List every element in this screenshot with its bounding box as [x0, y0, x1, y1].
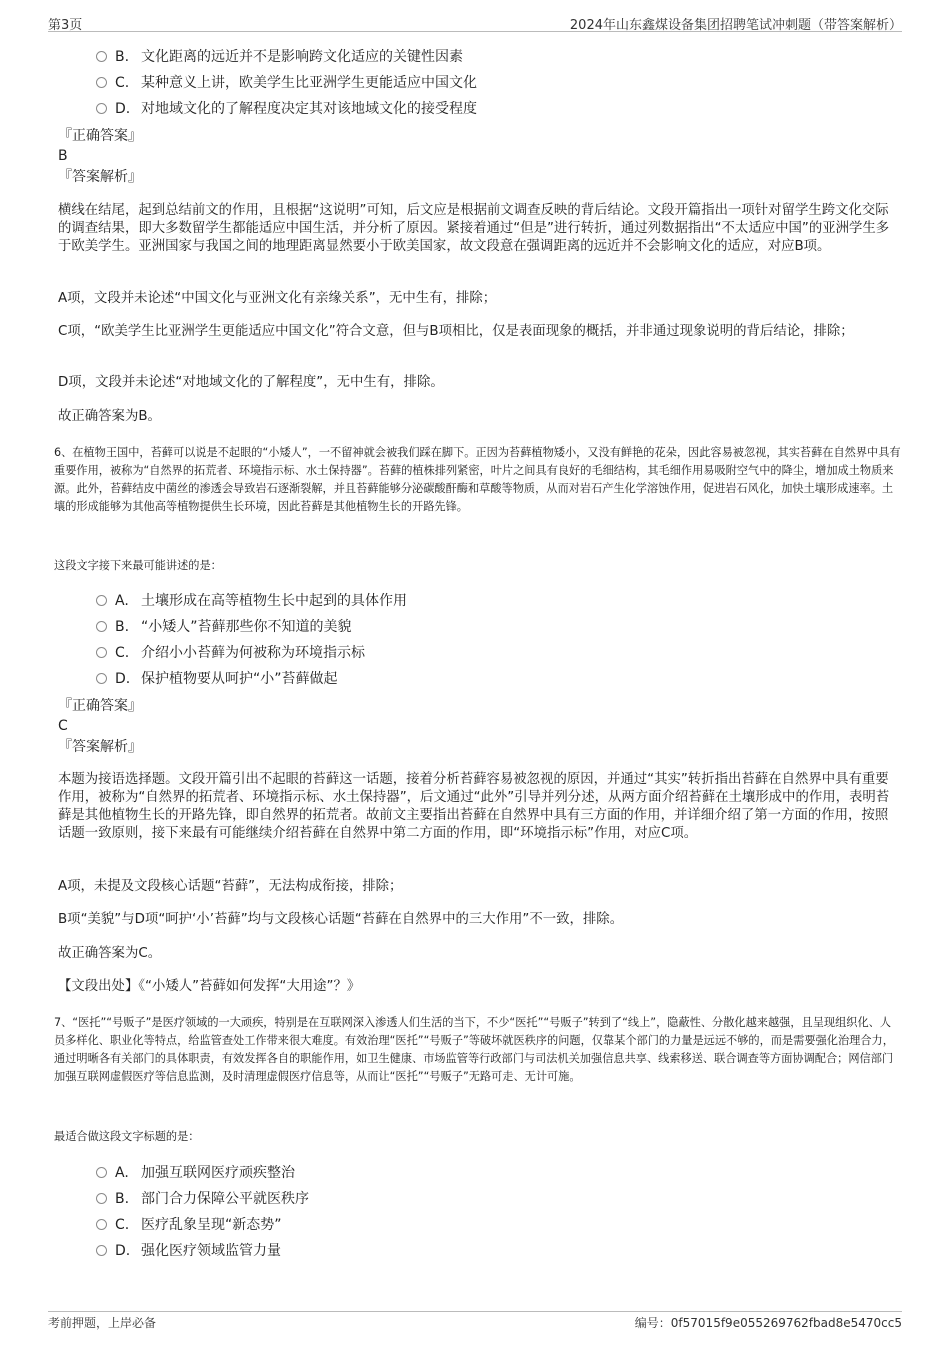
q7-option-c[interactable]: C. 医疗乱象呈现“新态势”	[96, 1214, 282, 1236]
q6-answer-label: 『正确答案』	[58, 698, 142, 714]
footer-slogan: 考前押题，上岸必备	[48, 1316, 157, 1330]
q7-option-b[interactable]: B. 部门合力保障公平就医秩序	[96, 1188, 309, 1210]
radio-icon[interactable]	[96, 1193, 107, 1204]
document-title: 2024年山东鑫煤设备集团招聘笔试冲刺题（带答案解析）	[569, 18, 902, 33]
q5-answer-label: 『正确答案』	[58, 128, 142, 144]
radio-icon[interactable]	[96, 647, 107, 658]
q6-option-b[interactable]: B. “小矮人”苔藓那些你不知道的美貌	[96, 616, 352, 638]
q5-analysis-label: 『答案解析』	[58, 169, 142, 185]
q6-option-c[interactable]: C. 介绍小小苔藓为何被称为环境指示标	[96, 642, 365, 664]
q7-option-a[interactable]: A. 加强互联网医疗顽疾整治	[96, 1162, 295, 1184]
page-header	[48, 14, 902, 32]
q6-answer: C	[58, 718, 68, 734]
q6-conclusion: 故正确答案为C。	[58, 946, 162, 961]
page-footer	[48, 1314, 902, 1332]
radio-icon[interactable]	[96, 1219, 107, 1230]
q5-answer: B	[58, 148, 68, 164]
page-number: 第3页	[48, 18, 83, 33]
document-id: 编号：0f57015f9e055269762fbad8e5470cc5	[634, 1316, 902, 1330]
header-divider	[48, 31, 902, 32]
q5-option-c[interactable]: C. 某种意义上讲，欧美学生比亚洲学生更能适应中国文化	[96, 72, 477, 94]
q5-analysis-a: A项，文段并未论述“中国文化与亚洲文化有亲缘关系”，无中生有，排除；	[58, 291, 497, 306]
radio-icon[interactable]	[96, 1167, 107, 1178]
footer-divider	[48, 1311, 902, 1312]
q5-analysis-d: D项，文段并未论述“对地域文化的了解程度”，无中生有，排除。	[58, 375, 444, 390]
q6-source: 【文段出处】《“小矮人”苔藓如何发挥“大用途”？》	[58, 979, 361, 994]
q7-prompt: 最适合做这段文字标题的是：	[54, 1130, 200, 1143]
radio-icon[interactable]	[96, 51, 107, 62]
q6-question: 6、在植物王国中，苔藓可以说是不起眼的“小矮人”，一不留神就会被我们踩在脚下。正因为苔藓植物矮小，又没有鲜艳的花朵，因此容易被忽视，其实苔藓在自然界中具有重要作用，被称为“自然界的拓荒者、环境指示标、水土保持器”。苔藓的植株排列紧密，叶片之间具有良好的毛细结构，其毛细作用易吸附空气中的降尘，增加成土物质来源。此外，苔藓结皮中菌丝的渗透会导致岩石逐渐裂解，并且苔藓能够分泌碳酸酐酶和草酸等物质，从而对岩石产生化学溶蚀作用，促进岩石风化，加快土壤形成速率。土壤的形成能够为其他高等植物提供生长环境，因此苔藓是其他植物生长的开路先锋。	[54, 446, 901, 513]
q7-option-d[interactable]: D. 强化医疗领域监管力量	[96, 1240, 281, 1262]
q7-question: 7、“医托”“号贩子”是医疗领域的一大顽疾，特别是在互联网深入渗透人们生活的当下，不少“医托”“号贩子”转到了“线上”，隐蔽性、分散化越来越强，且呈现组织化、人员多样化、职业化等特点，给监管查处工作带来很大难度。有效治理“医托”“号贩子”等破坏就医秩序的问题，仅靠某个部门的力量是远远不够的，而是需要强化治理合力，通过明晰各有关部门的具体职责，有效发挥各自的职能作用，如卫生健康、市场监管等行政部门与司法机关加强信息共享、线索移送、联合调查等方面协调配合；网信部门加强互联网虚假医疗等信息监测，及时清理虚假医疗信息等，从而让“医托”“号贩子”无路可走、无计可施。	[54, 1016, 894, 1083]
radio-icon[interactable]	[96, 673, 107, 684]
q5-option-d[interactable]: D. 对地域文化的了解程度决定其对该地域文化的接受程度	[96, 98, 477, 120]
q6-analysis-bd: B项“美貌”与D项“呵护‘小’苔藓”均与文段核心话题“苔藓在自然界中的三大作用”不一致，排除。	[58, 912, 624, 927]
radio-icon[interactable]	[96, 103, 107, 114]
q5-analysis-c: C项，“欧美学生比亚洲学生更能适应中国文化”符合文意，但与B项相比，仅是表面现象的概括，并非通过现象说明的背后结论，排除；	[58, 324, 854, 339]
q5-analysis-main: 横线在结尾，起到总结前文的作用，且根据“这说明”可知，后文应是根据前文调查反映的背后结论。文段开篇指出一项针对留学生跨文化交际的调查结果，即大多数留学生都能适应中国生活，并分析了原因。紧接着通过“但是”进行转折，通过列数据指出“不太适应中国”的亚洲学生多于欧美学生。亚洲国家与我国之间的地理距离显然要小于欧美国家，故文段意在强调距离的远近并不会影响文化的适应，对应B项。	[58, 203, 890, 254]
q5-conclusion: 故正确答案为B。	[58, 409, 161, 424]
q6-analysis-a: A项，未提及文段核心话题“苔藓”，无法构成衔接，排除；	[58, 879, 403, 894]
radio-icon[interactable]	[96, 1245, 107, 1256]
radio-icon[interactable]	[96, 77, 107, 88]
q6-prompt: 这段文字接下来最可能讲述的是：	[54, 559, 222, 572]
q6-option-d[interactable]: D. 保护植物要从呵护“小”苔藓做起	[96, 668, 338, 690]
q6-analysis-label: 『答案解析』	[58, 739, 142, 755]
q6-analysis-main: 本题为接语选择题。文段开篇引出不起眼的苔藓这一话题，接着分析苔藓容易被忽视的原因，并通过“其实”转折指出苔藓在自然界中具有重要作用，被称为“自然界的拓荒者、环境指示标、水土保持器”，后文通过“此外”引导并列分述，从两方面介绍苔藓在土壤形成中的作用，表明苔藓是其他植物生长的开路先锋，即自然界的拓荒者。故前文主要指出苔藓在自然界中具有三方面的作用，并详细介绍了第一方面的作用，按照话题一致原则，接下来最有可能继续介绍苔藓在自然界中第二方面的作用，即“环境指示标”作用，对应C项。	[58, 772, 890, 841]
radio-icon[interactable]	[96, 621, 107, 632]
q5-option-b[interactable]: B. 文化距离的远近并不是影响跨文化适应的关键性因素	[96, 46, 463, 68]
radio-icon[interactable]	[96, 595, 107, 606]
q6-option-a[interactable]: A. 土壤形成在高等植物生长中起到的具体作用	[96, 590, 407, 612]
